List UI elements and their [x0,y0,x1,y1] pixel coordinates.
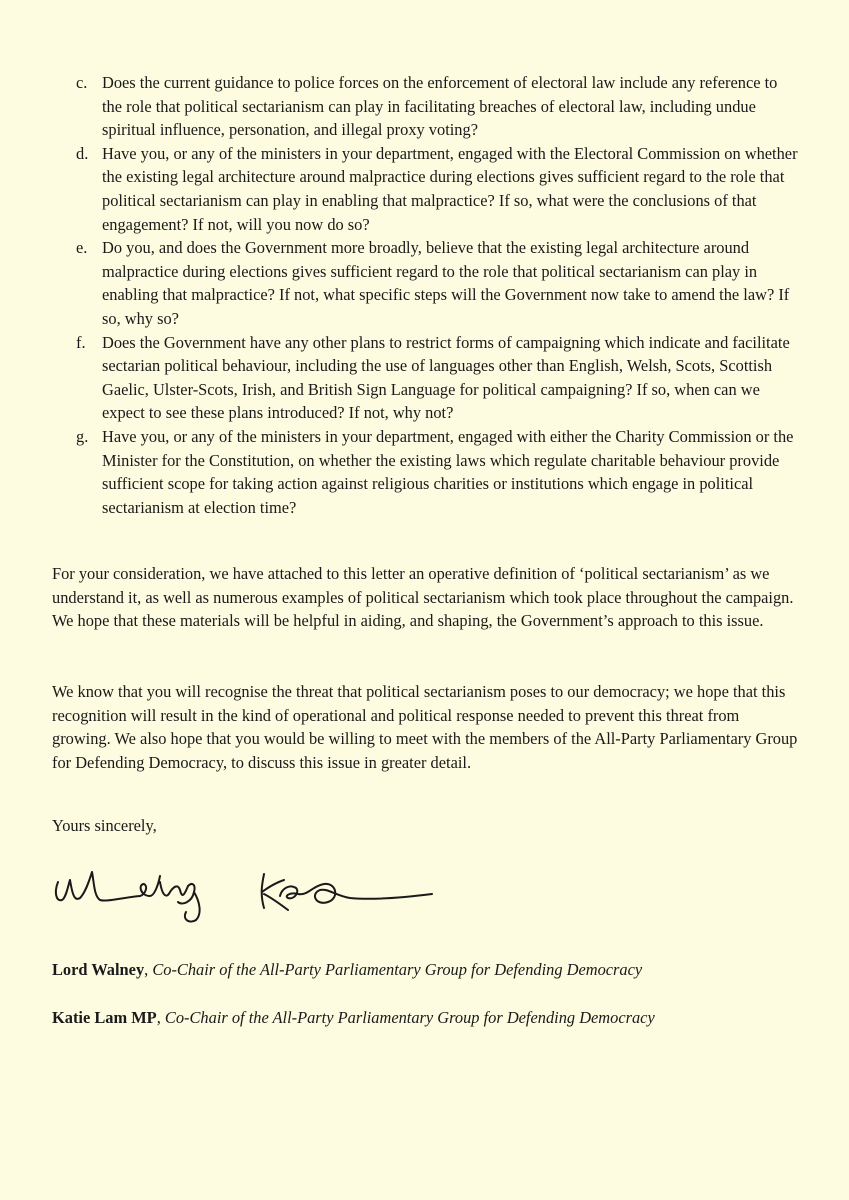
closing-salutation: Yours sincerely, [52,816,157,835]
question-text: Does the current guidance to police forces on the enforcement of electoral law include any reference to the role that political sectarianism can play in facilitating breaches of electoral law, including undue spiritual influence, personation, and illegal proxy voting? [102,73,778,140]
signatory-name: Katie Lam MP [52,1008,157,1027]
question-text: Have you, or any of the ministers in your department, engaged with either the Charity Commission or the Minister for the Constitution, on whether the existing laws which regulate charitable behaviour provide sufficient scope for taking action against religious charities or institutions which engage in political sectarianism at election time? [102,426,794,517]
signatory-role: Co-Chair of the All-Party Parliamentary Group for Defending Democracy [164,1008,655,1027]
question-item-g [76,425,801,519]
lam-signature [262,874,432,910]
signatory-role: Co-Chair of the All-Party Parliamentary Group for Defending Democracy [152,960,643,979]
question-text: Does the Government have any other plans to restrict forms of campaigning which indicate and facilitate sectarian political behaviour, including the use of languages other than English, Welsh, Scots, Scottish Gaelic, Ulster-Scots, Irish, and British Sign Language for political campaigning? If so, when can we expect to see these plans introduced? If not, why not? [102,332,790,423]
question-item-c [76,71,801,142]
question-item-d [76,142,801,236]
walney-signature [56,872,200,922]
question-list [76,71,801,519]
question-text: Have you, or any of the ministers in your department, engaged with the Electoral Commission on whether the existing legal architecture around malpractice during elections gives sufficient regard to the role that political sectarianism can play in enabling that malpractice? If so, what were the conclusions of that engagement? If not, will you now do so? [102,143,798,234]
question-letter: g. [76,426,89,446]
signatory-walney: Lord Walney, Co-Chair of the All-Party Parliamentary Group for Defending Democracy [52,960,643,979]
consideration-paragraph: For your consideration, we have attached to this letter an operative definition of ‘political sectarianism’ as we understand it, as well as numerous examples of political sectarianism which took place throughout the campaign. We hope that these materials will be helpful in aiding, and shaping, the Government’s approach to this issue. [52,564,794,631]
question-letter: d. [76,143,89,163]
signatory-name: Lord Walney [52,960,145,979]
recognition-paragraph: We know that you will recognise the threat that political sectarianism poses to our democracy; we hope that this recognition will result in the kind of operational and political response needed to prevent this threat from growing. We also hope that you would be willing to meet with the members of the All-Party Parliamentary Group for Defending Democracy, to discuss this issue in greater detail. [52,682,798,772]
question-letter: c. [76,73,88,92]
signatures-image [50,862,450,932]
question-text: Do you, and does the Government more broadly, believe that the existing legal architecture around malpractice during elections gives sufficient regard to the role that political sectarianism can play in enabling that malpractice? If not, what specific steps will the Government now take to amend the law? If so, why so? [102,238,790,328]
question-item-e [76,236,801,330]
question-letter: f. [76,332,86,352]
question-letter: e. [76,238,88,258]
question-item-f [76,331,801,425]
signatory-lam: Katie Lam MP, Co-Chair of the All-Party Parliamentary Group for Defending Democracy [52,1008,655,1027]
